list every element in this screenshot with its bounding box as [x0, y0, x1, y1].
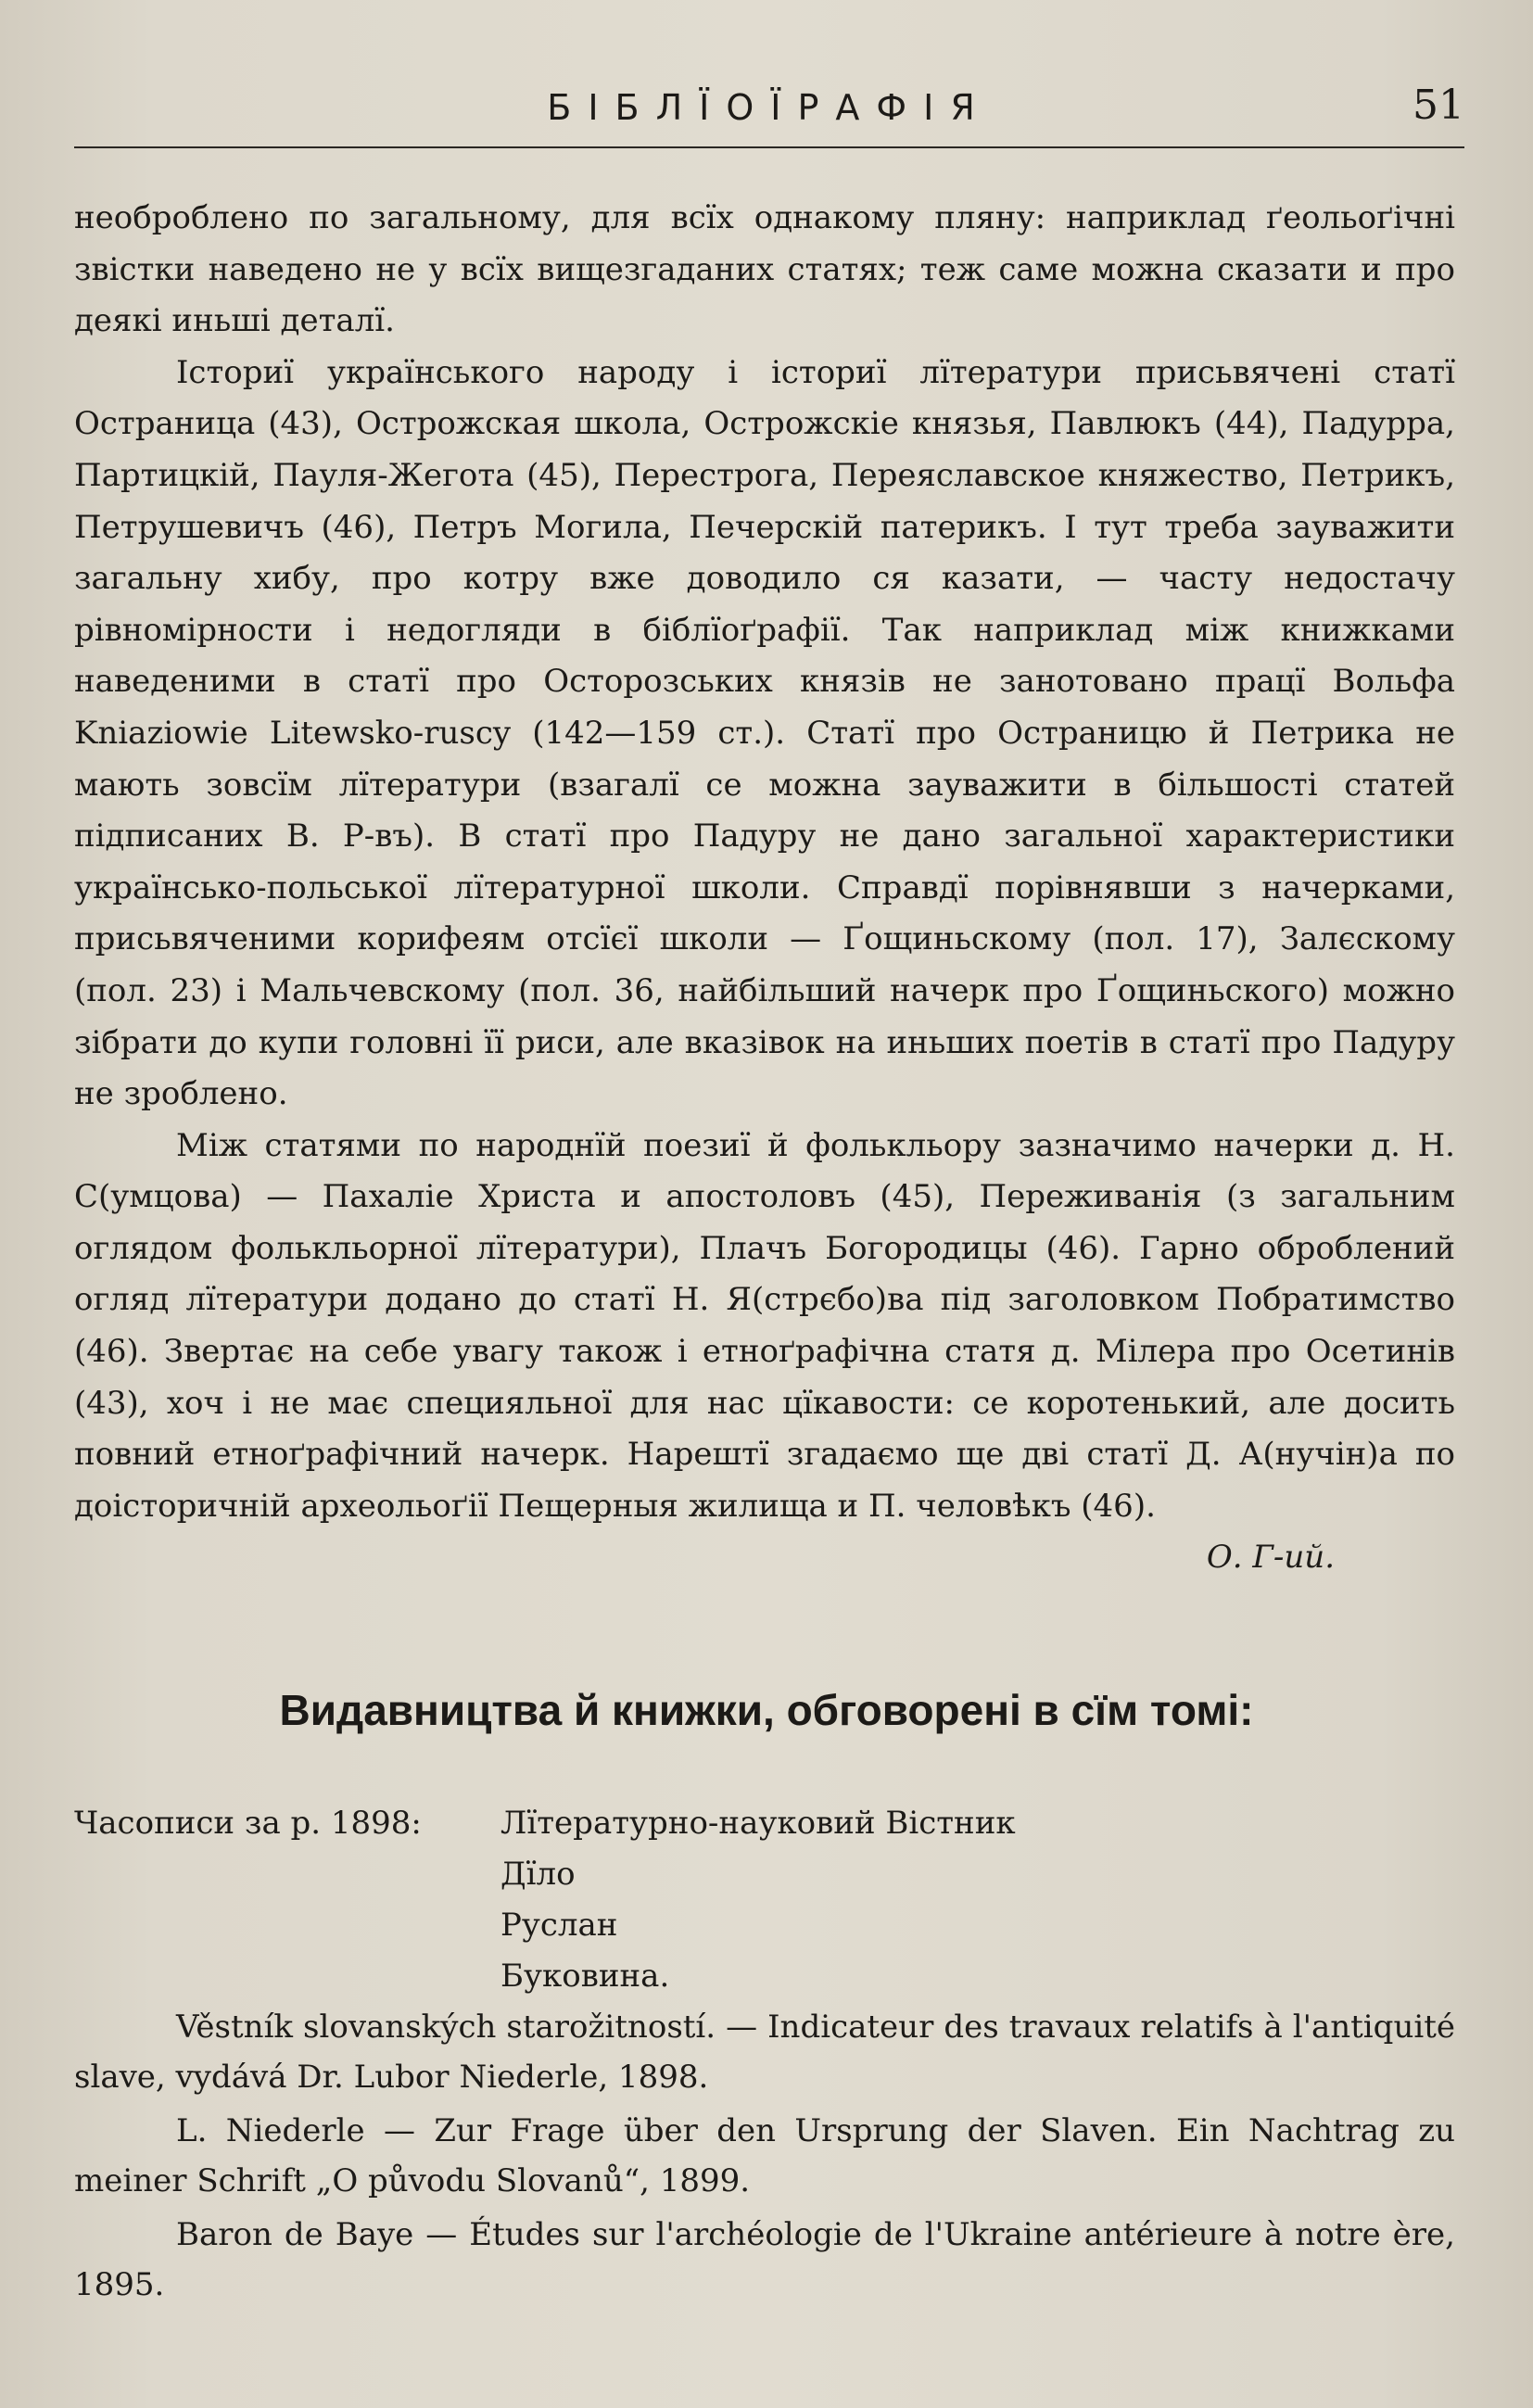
periodical-item: Руслан	[500, 1907, 618, 1944]
book-entry: Baron de Baye — Études sur l'archéologie de l'Ukraine antérieure à notre ère, 1895.	[74, 2216, 1455, 2303]
review-paragraph	[74, 1121, 1455, 1577]
header-rule	[74, 146, 1464, 148]
page-header	[74, 82, 1464, 137]
review-text	[74, 193, 1455, 1584]
signature: О. Г-ий.	[1206, 1539, 1335, 1577]
page-number: 51	[1413, 82, 1464, 129]
book-entry: L. Niederle — Zur Frage über den Ursprung der Slaven. Ein Nachtrag zu meiner Schrift „O původu Slovanů“, 1899.	[74, 2112, 1455, 2199]
review-paragraph-text: Між статями по народнїй поезиї й фолькльору зазначимо начерки д. Н. С(умцова) — Пахаліе Христа и апостоловъ (45), Переживанія (з загальним оглядом фолькльорної лїтератури), Плачъ Богородицы (46). Гарно оброблений огляд лїтератури додано до статї Н. Я(стрєбо)ва під заголовком Побратимство (46). Звертає на себе увагу також і етноґрафічна статя д. Мілера про Осетинів (43), хоч і не має специяльної для нас цїкавости: се коротенький, але досить повний етноґрафічний начерк. Нарештї згадаємо ще дві статї Д. А(нучін)а по доісторичній археольоґії Пещерныя жилища и П. человѣкъ (46).	[74, 1126, 1455, 1525]
periodicals-list	[74, 1798, 1455, 2002]
books-list	[74, 2002, 1455, 2313]
review-paragraph: необроблено по загальному, для всїх однакому пляну: наприклад ґеольоґічні звістки наведено не у всїх вищезгаданих статях; теж саме можна сказати и про деякі иньші деталї.	[74, 199, 1455, 340]
periodicals-label: Часописи за р. 1898:	[74, 1805, 422, 1842]
book-entry: Věstník slovanských starožitností. — Indicateur des travaux relatifs à l'antiquité slave, vydává Dr. Lubor Niederle, 1898.	[74, 2009, 1455, 2096]
section-title: Видавництва й книжки, обговорені в сїм томі:	[279, 1686, 1254, 1734]
periodical-item: Дїло	[500, 1856, 576, 1893]
periodical-item: Буковина.	[500, 1958, 670, 1995]
periodical-item: Лїтературно-науковий Вістник	[500, 1805, 1016, 1842]
review-paragraph: Істориї українського народу і істориї лїтератури присьвячені статї Остраница (43), Острожская школа, Острожскіе князья, Павлюкъ (44), Падурра, Партицкій, Пауля-Жегота (45), Перестрога, Переяславское княжество, Петрикъ, Петрушевичъ (46), Петръ Могила, Печерскій патерикъ. І тут треба зауважити загальну хибу, про котру вже доводило ся казати, — часту недостачу рівномірности і недогляди в біблїоґрафії. Так наприклад між книжками наведеними в статї про Осторозських князів не занотовано працї Вольфа Kniaziowie Litewsko-ruscy (142—159 ст.). Статї про Остраницю й Петрика не мають зовсїм лїтератури (взагалї се можна зауважити в більшості статей підписаних В. Р-въ). В статї про Падуру не дано загальної характеристики українсько-польської лїтературної школи. Справдї порівнявши з начерками, присьвяченими корифеям отсїєї школи — Ґощиньскому (пол. 17), Залєскому (пол. 23) і Мальчевскому (пол. 36, найбільший начерк про Ґощиньского) можно зібрати до купи головні її риси, але вказівок на иньших поетів в статї про Падуру не зроблено.	[74, 353, 1455, 1113]
running-title: БІБЛЇОЇРАФІЯ	[547, 87, 992, 128]
